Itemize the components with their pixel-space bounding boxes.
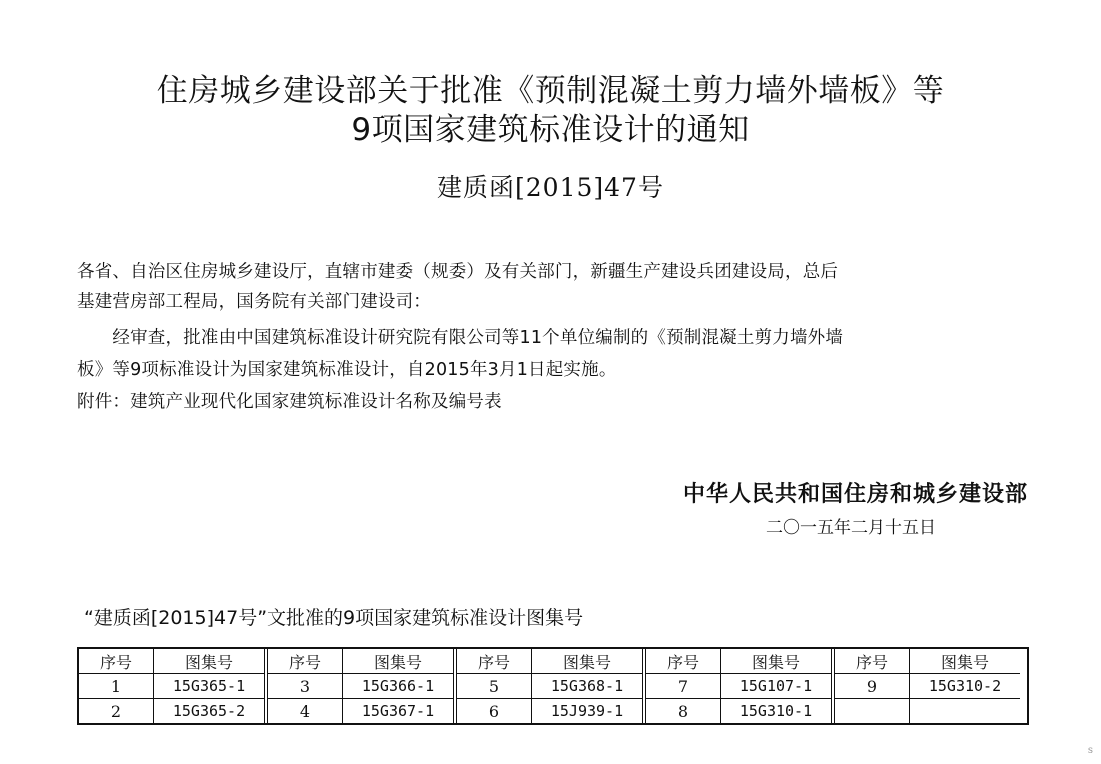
table-header-row <box>268 649 453 673</box>
header-code: 图集号 <box>184 652 233 672</box>
code-cell: 15G365-1 <box>172 677 246 695</box>
table-column-group <box>453 649 642 723</box>
seq-cell: 1 <box>79 674 154 698</box>
attachment-line: 附件：建筑产业现代化国家建筑标准设计名称及编号表 <box>77 392 502 412</box>
code-cell: 15G310-1 <box>739 702 813 720</box>
salutation-line-2: 基建营房部工程局，国务院有关部门建设司： <box>77 292 431 312</box>
table-row <box>268 673 453 698</box>
table-header-row <box>646 649 831 673</box>
code-cell: 15G368-1 <box>550 677 624 695</box>
header-seq: 序号 <box>646 649 721 673</box>
issuing-authority: 中华人民共和国住房和城乡建设部 <box>682 482 1028 507</box>
atlas-number-table <box>77 647 1029 725</box>
seq-cell: 2 <box>79 699 154 723</box>
header-code: 图集号 <box>751 652 800 672</box>
header-seq: 序号 <box>268 649 343 673</box>
document-title-line-2: 9项国家建筑标准设计的通知 <box>351 112 750 148</box>
seq-cell: 6 <box>457 699 532 723</box>
table-title: “建质函[2015]47号”文批准的9项国家建筑标准设计图集号 <box>84 607 584 629</box>
table-row <box>646 673 831 698</box>
code-cell <box>910 699 1020 723</box>
header-seq: 序号 <box>835 649 910 673</box>
scan-mark: s <box>1087 745 1093 756</box>
body-paragraph-line-1: 经审查，批准由中国建筑标准设计研究院有限公司等11个单位编制的《预制混凝土剪力墙外墙 <box>77 328 844 348</box>
seq-cell <box>835 699 910 723</box>
seq-cell: 7 <box>646 674 721 698</box>
table-column-group <box>831 649 1020 723</box>
table-row <box>835 673 1020 698</box>
header-code: 图集号 <box>373 652 422 672</box>
seq-cell: 9 <box>835 674 910 698</box>
document-title-line-1: 住房城乡建设部关于批准《预制混凝土剪力墙外墙板》等 <box>156 73 945 109</box>
header-seq: 序号 <box>79 649 154 673</box>
table-row <box>79 698 264 723</box>
issue-date: 二〇一五年二月十五日 <box>766 518 936 538</box>
salutation-line-1: 各省、自治区住房城乡建设厅，直辖市建委（规委）及有关部门，新疆生产建设兵团建设局，总后 <box>77 262 839 282</box>
header-code: 图集号 <box>940 652 989 672</box>
seq-cell: 4 <box>268 699 343 723</box>
table-header-row <box>79 649 264 673</box>
seq-cell: 8 <box>646 699 721 723</box>
table-row <box>268 698 453 723</box>
table-header-row <box>457 649 642 673</box>
code-cell: 15G365-2 <box>172 702 246 720</box>
table-row <box>835 698 1020 723</box>
code-cell: 15G107-1 <box>739 677 813 695</box>
code-cell: 15G366-1 <box>361 677 435 695</box>
table-column-group <box>264 649 453 723</box>
header-seq: 序号 <box>457 649 532 673</box>
seq-cell: 5 <box>457 674 532 698</box>
document-number: 建质函[2015]47号 <box>437 173 664 202</box>
table-row <box>457 698 642 723</box>
table-row <box>646 698 831 723</box>
seq-cell: 3 <box>268 674 343 698</box>
header-code: 图集号 <box>562 652 611 672</box>
code-cell: 15G367-1 <box>361 702 435 720</box>
code-cell: 15J939-1 <box>550 702 624 720</box>
code-cell: 15G310-2 <box>928 677 1002 695</box>
table-column-group <box>79 649 264 723</box>
body-paragraph-line-2: 板》等9项标准设计为国家建筑标准设计，自2015年3月1日起实施。 <box>77 360 617 380</box>
table-row <box>79 673 264 698</box>
table-row <box>457 673 642 698</box>
table-header-row <box>835 649 1020 673</box>
table-column-group <box>642 649 831 723</box>
